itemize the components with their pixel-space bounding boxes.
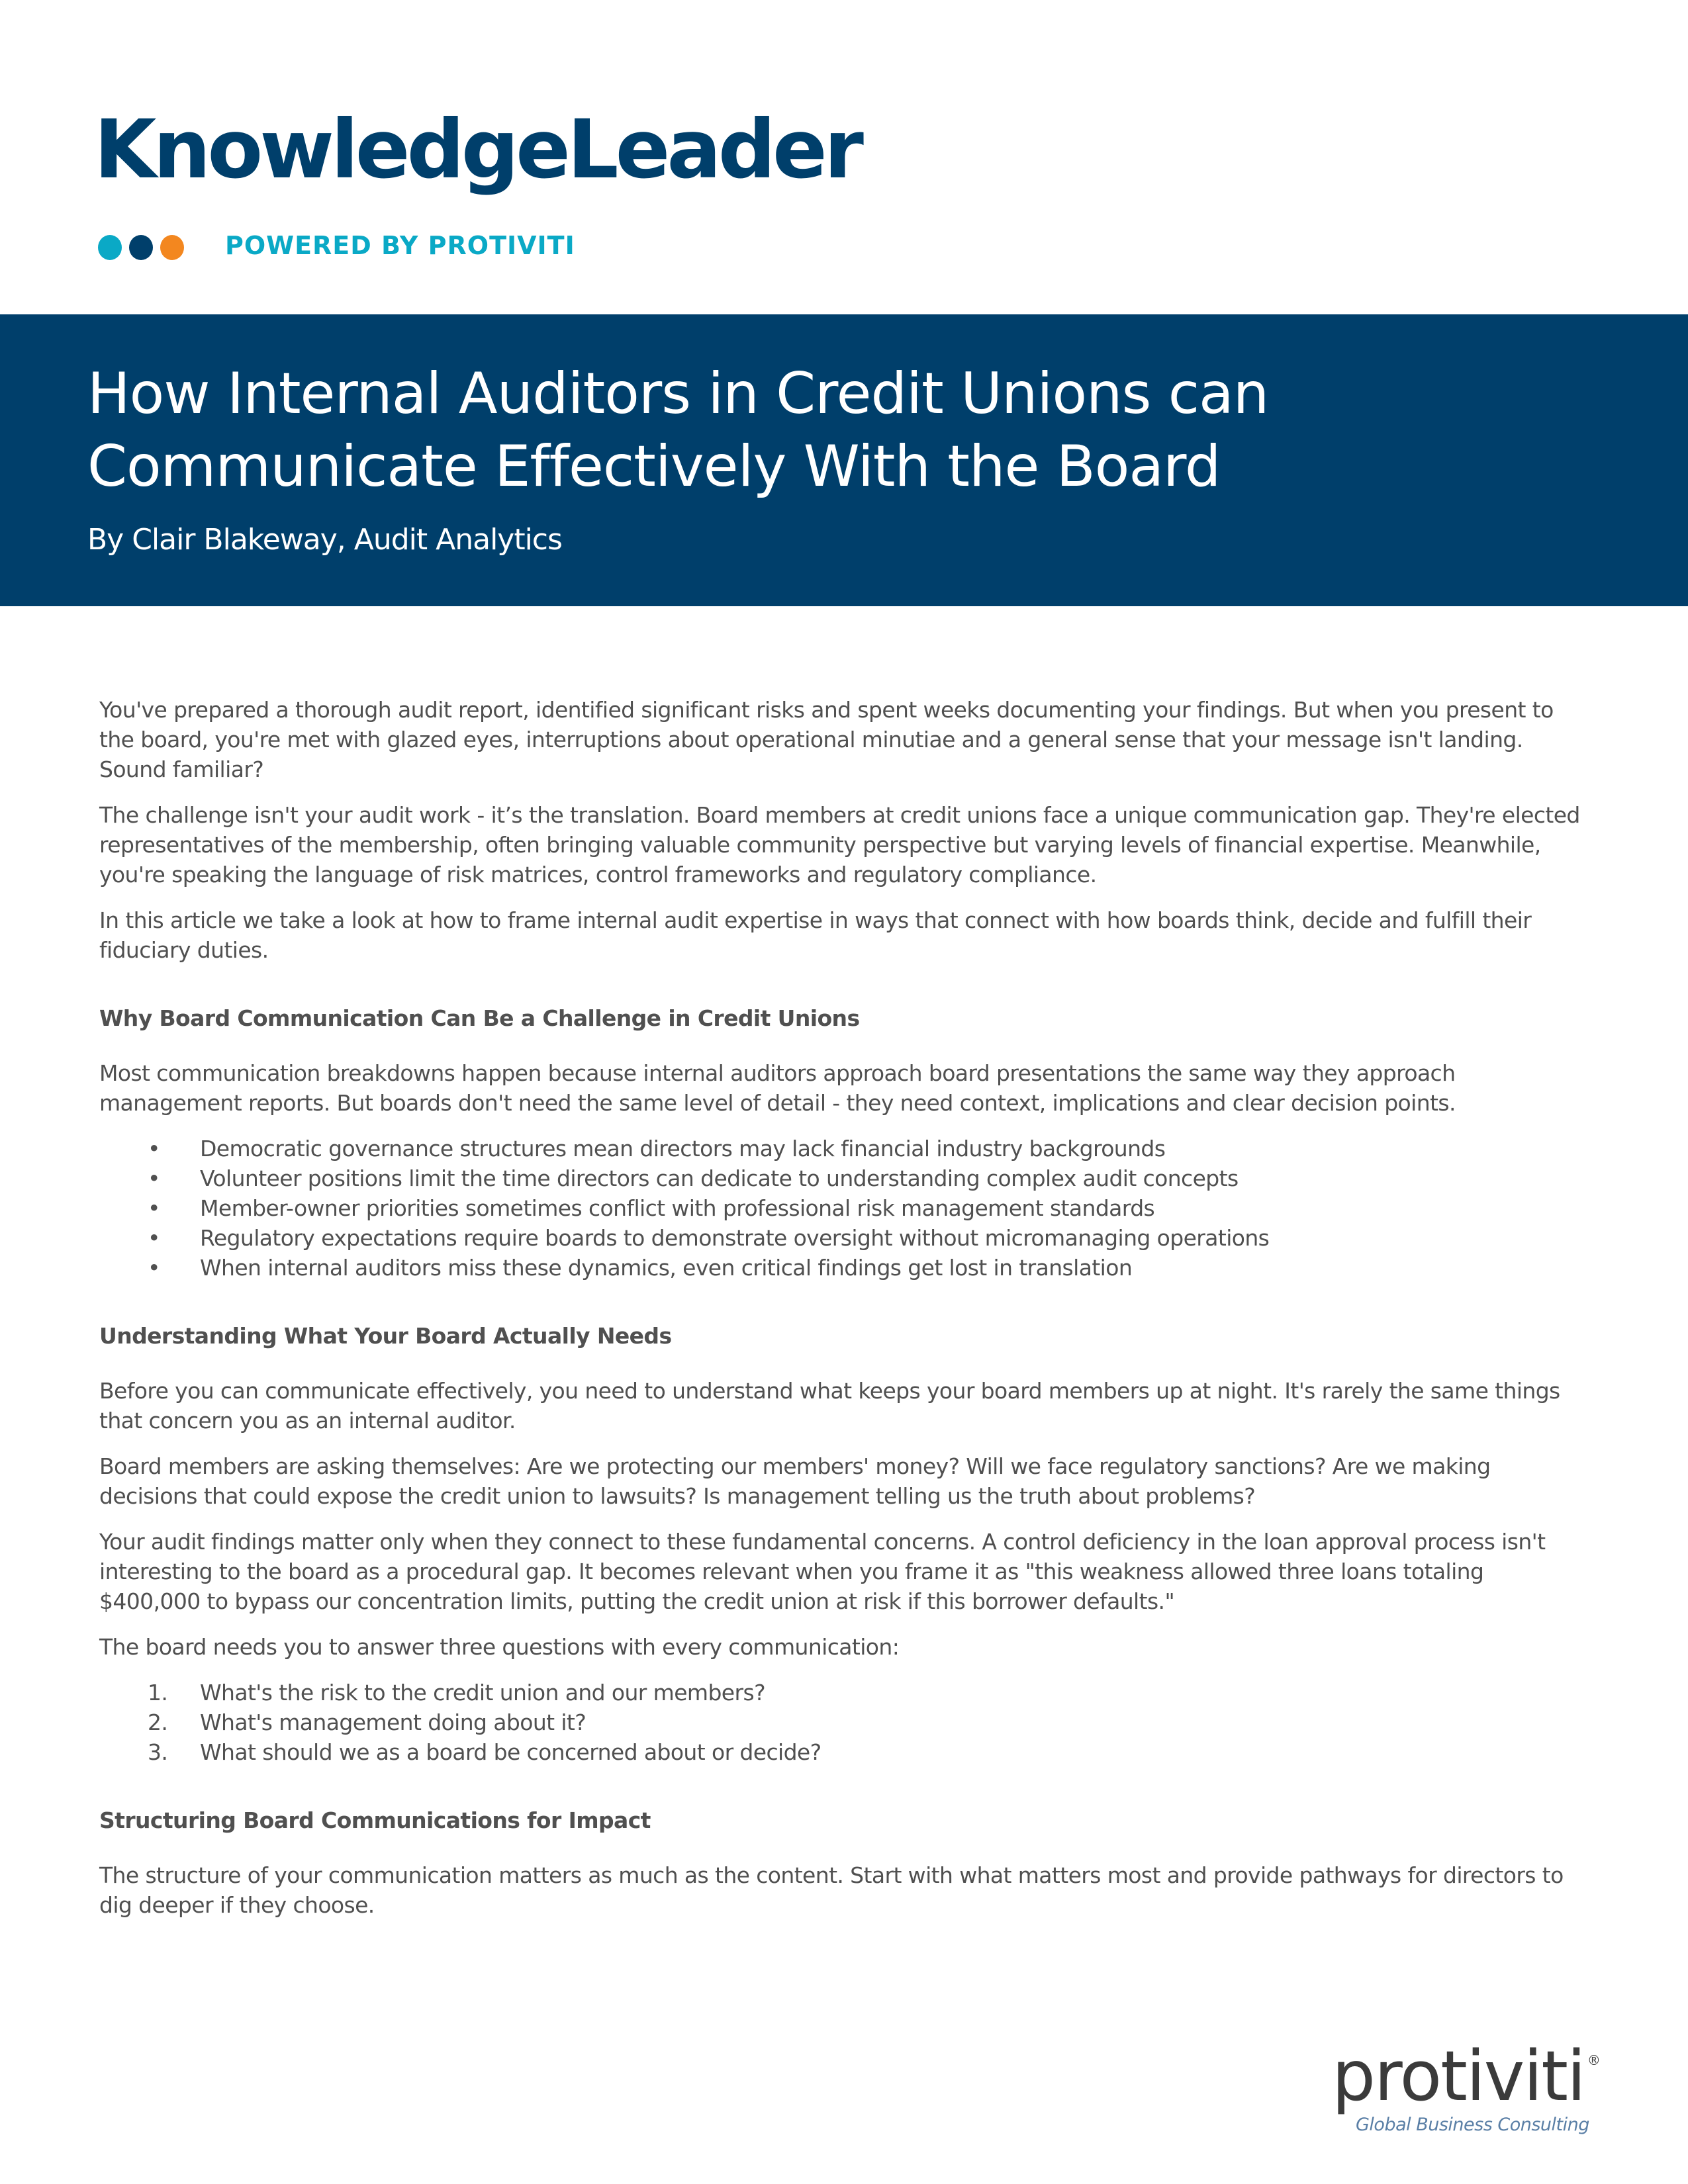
teal-dot-icon [98, 235, 122, 260]
knowledgeleader-logo: KnowledgeLeader [94, 103, 861, 197]
numbered-item [148, 1707, 1589, 1737]
intro-paragraph-3: In this article we take a look at how to frame internal audit expertise in ways that connect with how boards think, decide and fulfill their fiduciary duties. [99, 907, 1532, 963]
title-line-2: Communicate Effectively With the Board [87, 433, 1221, 500]
footer-tagline: Global Business Consulting [1356, 2115, 1589, 2135]
item-number: 2. [148, 1709, 168, 1735]
section-heading-challenge: Why Board Communication Can Be a Challenge in Credit Unions [99, 1005, 860, 1031]
item-text: What's the risk to the credit union and our members? [200, 1680, 765, 1706]
powered-by-label: POWERED BY PROTIVITI [225, 231, 575, 260]
section-paragraph: The board needs you to answer three questions with every communication: [99, 1634, 900, 1660]
bullet-item: • Democratic governance structures mean directors may lack financial industry backgrounds [200, 1134, 1589, 1163]
orange-dot-icon [160, 235, 184, 260]
challenge-bullet-list [99, 1134, 1589, 1283]
intro-paragraph-2: The challenge isn't your audit work - it’s the translation. Board members at credit unions face a unique communication gap. They're elected representatives of the membership, often bringing valuable community perspective but varying levels of financial expertise. Meanwhile, you're speaking the language of risk matrices, control frameworks and regulatory compliance. [99, 802, 1580, 887]
registered-mark-icon: ® [1587, 2052, 1599, 2068]
bullet-item: • Regulatory expectations require boards to demonstrate oversight without micromanaging operations [200, 1223, 1589, 1253]
section-paragraph: Before you can communicate effectively, you need to understand what keeps your board members up at night. It's rarely the same things that concern you as an internal auditor. [99, 1378, 1560, 1433]
item-text: What should we as a board be concerned about or decide? [200, 1739, 821, 1765]
protiviti-logo-text: protiviti [1332, 2036, 1585, 2116]
intro-paragraph-1: You've prepared a thorough audit report, identified significant risks and spent weeks documenting your findings. But when you present to the board, you're met with glazed eyes, interruptions about operational minutiae and a general sense that your message isn't landing. Sound familiar? [99, 697, 1554, 782]
bullet-item: • Member-owner priorities sometimes conflict with professional risk management standards [200, 1193, 1589, 1223]
bullet-item: • Volunteer positions limit the time directors can dedicate to understanding complex audit concepts [200, 1163, 1589, 1193]
section-heading-board-needs: Understanding What Your Board Actually Needs [99, 1323, 672, 1349]
three-questions-list [99, 1678, 1589, 1767]
section-paragraph: The structure of your communication matters as much as the content. Start with what matters most and provide pathways for directors to dig deeper if they choose. [99, 1862, 1564, 1918]
protiviti-logo [1332, 2036, 1599, 2116]
numbered-item [148, 1678, 1589, 1707]
navy-dot-icon [129, 235, 153, 260]
title-line-1: How Internal Auditors in Credit Unions can [87, 361, 1269, 427]
section-paragraph: Most communication breakdowns happen because internal auditors approach board presentations the same way they approach management reports. But boards don't need the same level of detail - they need context, implications and clear decision points. [99, 1060, 1456, 1116]
item-number: 3. [148, 1739, 168, 1765]
bullet-item: • When internal auditors miss these dynamics, even critical findings get lost in translation [200, 1253, 1589, 1283]
author-byline: By Clair Blakeway, Audit Analytics [87, 523, 562, 557]
item-number: 1. [148, 1680, 168, 1706]
section-heading-structuring: Structuring Board Communications for Impact [99, 1807, 651, 1833]
section-paragraph: Board members are asking themselves: Are we protecting our members' money? Will we face regulatory sanctions? Are we making decisions that could expose the credit union to lawsuits? Is management telling us the truth about problems? [99, 1453, 1491, 1509]
numbered-item [148, 1737, 1589, 1767]
section-paragraph: Your audit findings matter only when they connect to these fundamental concerns. A control deficiency in the loan approval process isn't interesting to the board as a procedural gap. It becomes relevant when you frame it as "this weakness allowed three loans totaling $400,000 to bypass our concentration limits, putting the credit union at risk if this borrower defaults." [99, 1529, 1546, 1614]
item-text: What's management doing about it? [200, 1709, 586, 1735]
three-dots-logo-icon [98, 235, 184, 260]
article-body [99, 695, 1589, 1936]
page-title [87, 357, 1610, 503]
